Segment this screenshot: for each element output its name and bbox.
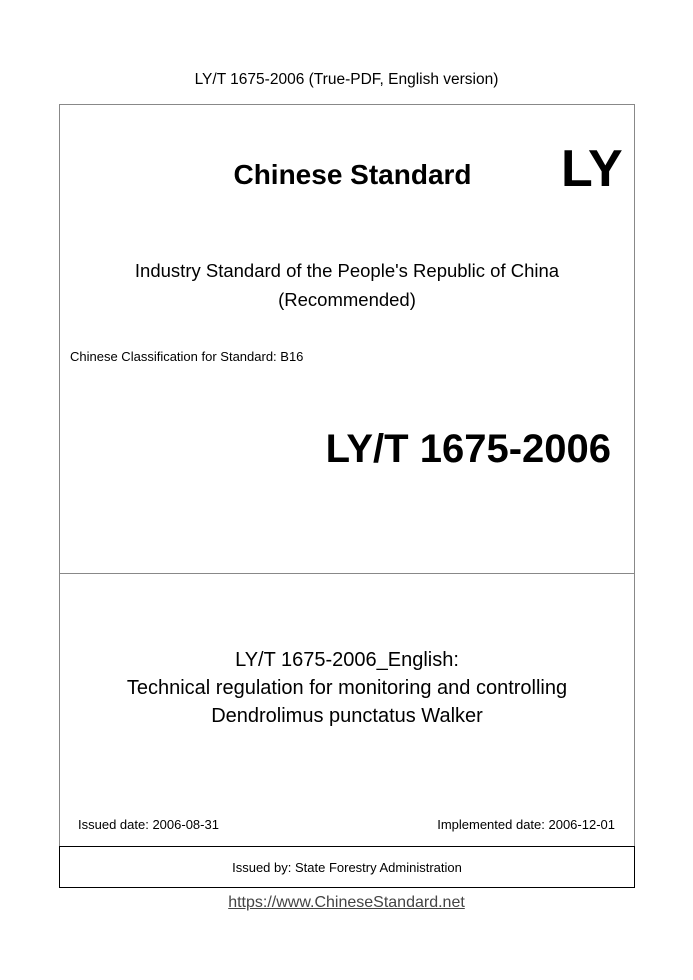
document-title-line-2: Technical regulation for monitoring and controlling	[126, 677, 568, 699]
page-header-title: LY/T 1675-2006 (True-PDF, English version)	[194, 71, 499, 88]
issuer-box	[59, 846, 635, 888]
footer	[0, 893, 693, 913]
document-title-line-1: LY/T 1675-2006_English:	[235, 649, 459, 671]
industry-standard-line: Industry Standard of the People's Republic of China	[134, 260, 560, 281]
classification-text: Chinese Classification for Standard: B16	[70, 349, 304, 364]
standard-number: LY/T 1675-2006	[325, 427, 611, 471]
industry-code-mark: LY	[561, 140, 623, 198]
issued-by-text: Issued by: State Forestry Administration	[232, 859, 462, 875]
implemented-date: Implemented date: 2006-12-01	[437, 817, 615, 832]
cover-heading: Chinese Standard	[233, 159, 472, 190]
issued-date: Issued date: 2006-08-31	[78, 817, 219, 832]
website-link[interactable]: https://www.ChineseStandard.net	[228, 894, 465, 911]
recommended-line: (Recommended)	[278, 289, 416, 310]
document-title-line-3: Dendrolimus punctatus Walker	[211, 705, 483, 727]
